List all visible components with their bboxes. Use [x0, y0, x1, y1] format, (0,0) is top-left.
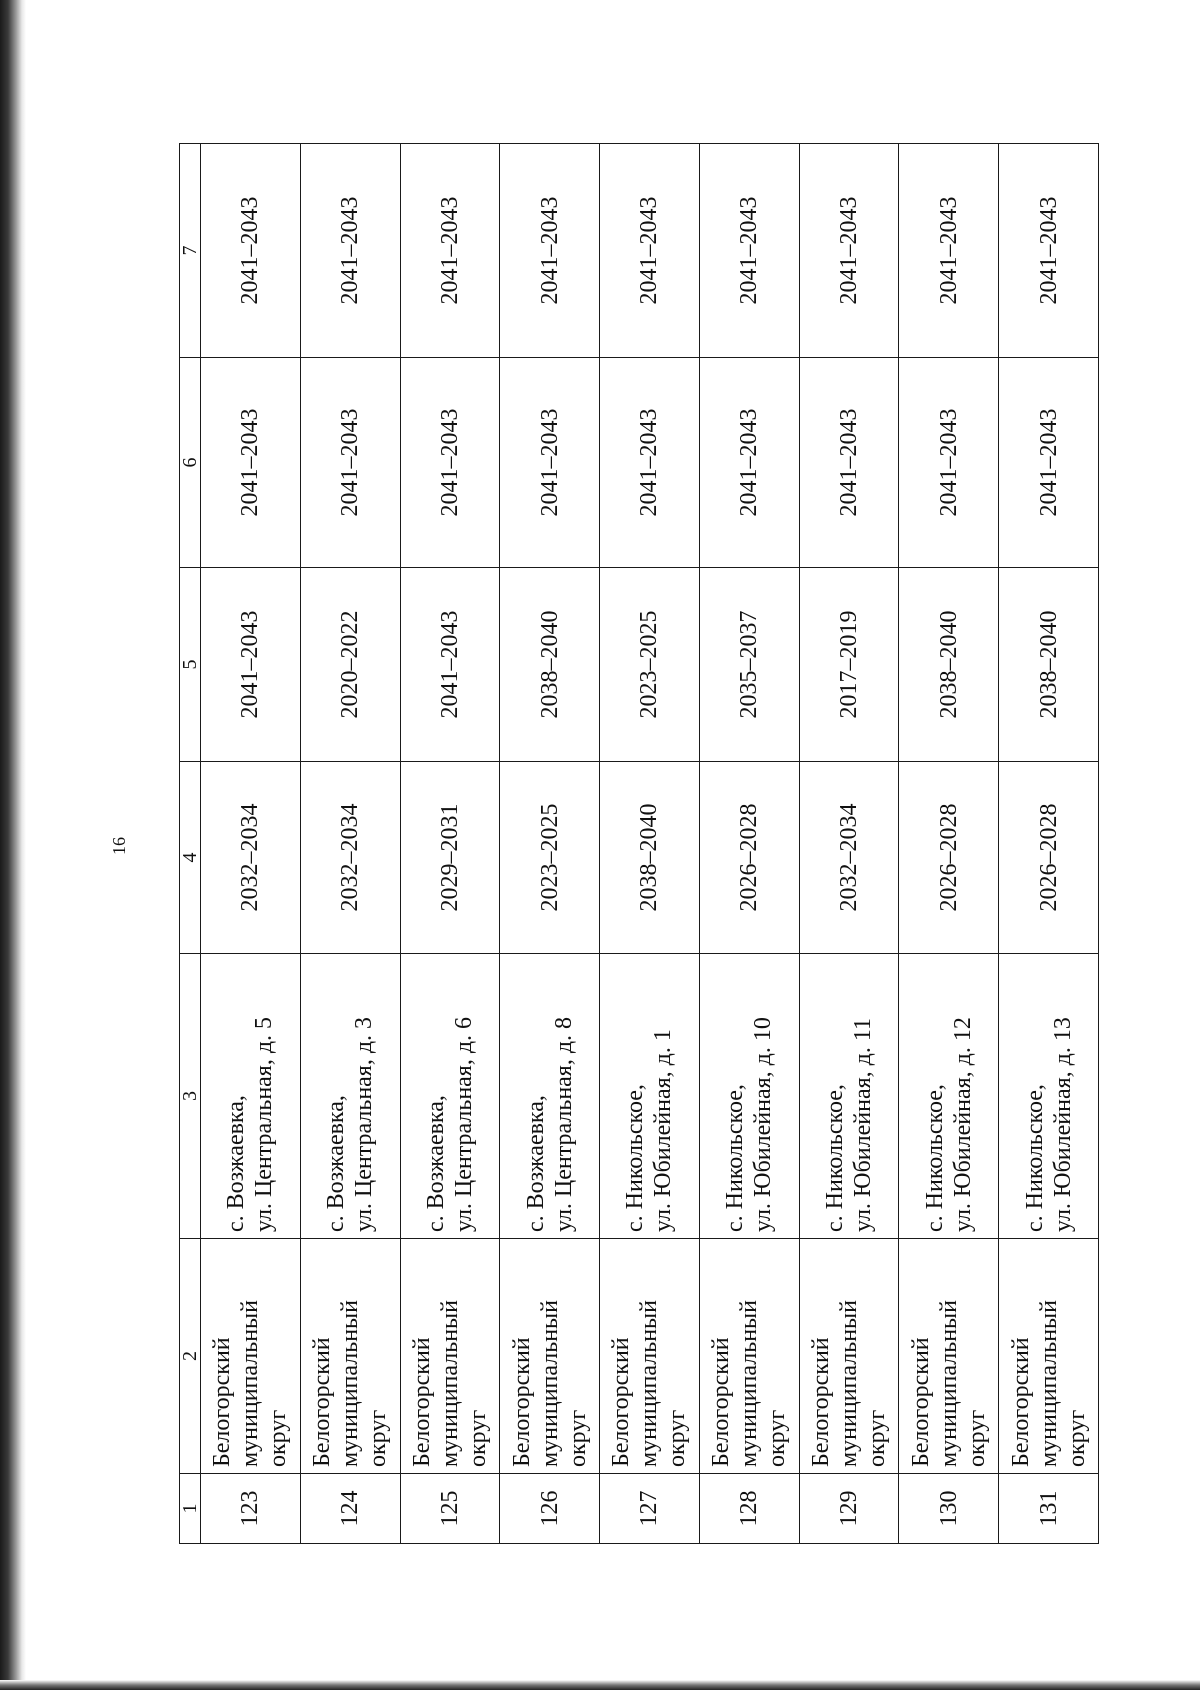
period-cell-col7: 2041–2043 — [600, 144, 700, 358]
address-cell — [699, 954, 799, 1239]
address-cell-line: с. Никольское, — [1021, 1084, 1048, 1232]
table-row — [201, 144, 301, 1544]
table-row — [400, 144, 500, 1544]
table-header-row — [180, 144, 201, 1544]
table-row — [899, 144, 999, 1544]
district-cell-line: Белогорский — [309, 1337, 336, 1467]
district-cell-line: Белогорский — [209, 1337, 236, 1467]
district-cell-line: муниципальный — [436, 1299, 463, 1467]
column-header-2: 2 — [180, 1239, 201, 1474]
period-cell-col4: 2026–2028 — [999, 762, 1099, 954]
district-cell-line: Белогорский — [608, 1337, 635, 1467]
period-cell-col6: 2041–2043 — [999, 358, 1099, 568]
table-row — [999, 144, 1099, 1544]
district-cell-line: Белогорский — [1007, 1337, 1034, 1467]
district-cell — [899, 1239, 999, 1474]
district-cell-line: округ — [265, 1409, 292, 1467]
address-cell-line: с. Возжаевка, — [422, 1095, 449, 1232]
district-cell — [300, 1239, 400, 1474]
period-cell-col7: 2041–2043 — [999, 144, 1099, 358]
period-cell-col4: 2026–2028 — [699, 762, 799, 954]
district-cell — [400, 1239, 500, 1474]
address-cell-line: ул. Юбилейная, д. 13 — [1049, 1017, 1076, 1232]
district-cell-line: округ — [365, 1409, 392, 1467]
address-cell-line: с. Возжаевка, — [522, 1095, 549, 1232]
address-cell — [799, 954, 899, 1239]
column-header-6: 6 — [180, 358, 201, 568]
column-header-5: 5 — [180, 568, 201, 762]
period-cell-col5: 2023–2025 — [600, 568, 700, 762]
district-cell-line: Белогорский — [508, 1337, 535, 1467]
period-cell-col7: 2041–2043 — [899, 144, 999, 358]
row-number-cell: 124 — [300, 1474, 400, 1544]
address-cell — [300, 954, 400, 1239]
period-cell-col4: 2026–2028 — [899, 762, 999, 954]
district-cell-line: округ — [464, 1409, 491, 1467]
address-cell-line: ул. Юбилейная, д. 10 — [750, 1017, 777, 1232]
address-cell-line: с. Возжаевка, — [323, 1095, 350, 1232]
column-header-4: 4 — [180, 762, 201, 954]
address-cell — [999, 954, 1099, 1239]
period-cell-col4: 2038–2040 — [600, 762, 700, 954]
period-cell-col6: 2041–2043 — [201, 358, 301, 568]
period-cell-col5: 2020–2022 — [300, 568, 400, 762]
scan-edge-left — [0, 0, 26, 1690]
column-header-7: 7 — [180, 144, 201, 358]
district-cell-line: муниципальный — [1035, 1299, 1062, 1467]
row-number-cell: 131 — [999, 1474, 1099, 1544]
district-cell-line: округ — [664, 1409, 691, 1467]
period-cell-col6: 2041–2043 — [400, 358, 500, 568]
district-cell-line: Белогорский — [807, 1337, 834, 1467]
period-cell-col6: 2041–2043 — [799, 358, 899, 568]
row-number-cell: 127 — [600, 1474, 700, 1544]
period-cell-col6: 2041–2043 — [899, 358, 999, 568]
period-cell-col7: 2041–2043 — [300, 144, 400, 358]
address-cell-line: ул. Юбилейная, д. 11 — [849, 1018, 876, 1232]
period-cell-col6: 2041–2043 — [699, 358, 799, 568]
data-table — [179, 143, 1099, 1544]
address-cell — [400, 954, 500, 1239]
district-cell-line: муниципальный — [636, 1299, 663, 1467]
period-cell-col5: 2041–2043 — [201, 568, 301, 762]
district-cell — [699, 1239, 799, 1474]
district-cell-line: округ — [963, 1409, 990, 1467]
address-cell-line: ул. Центральная, д. 3 — [351, 1016, 378, 1232]
address-cell — [201, 954, 301, 1239]
row-number-cell: 125 — [400, 1474, 500, 1544]
address-cell-line: ул. Центральная, д. 8 — [550, 1016, 577, 1232]
period-cell-col6: 2041–2043 — [600, 358, 700, 568]
table-container — [179, 144, 1099, 1544]
period-cell-col5: 2038–2040 — [999, 568, 1099, 762]
period-cell-col7: 2041–2043 — [699, 144, 799, 358]
table-row — [600, 144, 700, 1544]
column-header-1: 1 — [180, 1474, 201, 1544]
table-row — [500, 144, 600, 1544]
period-cell-col7: 2041–2043 — [400, 144, 500, 358]
period-cell-col7: 2041–2043 — [799, 144, 899, 358]
district-cell-line: муниципальный — [536, 1299, 563, 1467]
row-number-cell: 129 — [799, 1474, 899, 1544]
scan-edge-bottom — [0, 1680, 1200, 1690]
row-number-cell: 126 — [500, 1474, 600, 1544]
address-cell — [600, 954, 700, 1239]
address-cell-line: ул. Юбилейная, д. 1 — [650, 1029, 677, 1232]
district-cell — [201, 1239, 301, 1474]
period-cell-col5: 2038–2040 — [899, 568, 999, 762]
period-cell-col4: 2032–2034 — [799, 762, 899, 954]
address-cell — [500, 954, 600, 1239]
district-cell — [999, 1239, 1099, 1474]
district-cell-line: Белогорский — [907, 1337, 934, 1467]
address-cell-line: с. Возжаевка, — [223, 1095, 250, 1232]
period-cell-col5: 2041–2043 — [400, 568, 500, 762]
district-cell-line: муниципальный — [835, 1299, 862, 1467]
district-cell — [799, 1239, 899, 1474]
address-cell-line: с. Никольское, — [722, 1084, 749, 1232]
district-cell-line: муниципальный — [935, 1299, 962, 1467]
district-cell-line: Белогорский — [708, 1337, 735, 1467]
period-cell-col4: 2032–2034 — [201, 762, 301, 954]
district-cell-line: муниципальный — [736, 1299, 763, 1467]
district-cell-line: муниципальный — [337, 1299, 364, 1467]
period-cell-col4: 2032–2034 — [300, 762, 400, 954]
district-cell-line: округ — [863, 1409, 890, 1467]
period-cell-col4: 2029–2031 — [400, 762, 500, 954]
page-number: 16 — [109, 837, 129, 855]
table-row — [300, 144, 400, 1544]
address-cell-line: ул. Центральная, д. 6 — [450, 1016, 477, 1232]
period-cell-col6: 2041–2043 — [300, 358, 400, 568]
period-cell-col5: 2035–2037 — [699, 568, 799, 762]
address-cell-line: с. Никольское, — [821, 1084, 848, 1232]
row-number-cell: 123 — [201, 1474, 301, 1544]
district-cell-line: муниципальный — [237, 1299, 264, 1467]
address-cell-line: ул. Юбилейная, д. 12 — [949, 1017, 976, 1232]
table-row — [799, 144, 899, 1544]
district-cell-line: округ — [564, 1409, 591, 1467]
district-cell-line: Белогорский — [408, 1337, 435, 1467]
address-cell-line: ул. Центральная, д. 5 — [251, 1016, 278, 1232]
column-header-3: 3 — [180, 954, 201, 1239]
district-cell — [600, 1239, 700, 1474]
address-cell — [899, 954, 999, 1239]
period-cell-col7: 2041–2043 — [201, 144, 301, 358]
rotated-table-frame — [179, 144, 1099, 1544]
period-cell-col6: 2041–2043 — [500, 358, 600, 568]
period-cell-col7: 2041–2043 — [500, 144, 600, 358]
period-cell-col5: 2017–2019 — [799, 568, 899, 762]
district-cell-line: округ — [1063, 1409, 1090, 1467]
district-cell — [500, 1239, 600, 1474]
table-row — [699, 144, 799, 1544]
period-cell-col5: 2038–2040 — [500, 568, 600, 762]
district-cell-line: округ — [764, 1409, 791, 1467]
address-cell-line: с. Никольское, — [622, 1084, 649, 1232]
row-number-cell: 130 — [899, 1474, 999, 1544]
period-cell-col4: 2023–2025 — [500, 762, 600, 954]
row-number-cell: 128 — [699, 1474, 799, 1544]
address-cell-line: с. Никольское, — [921, 1084, 948, 1232]
